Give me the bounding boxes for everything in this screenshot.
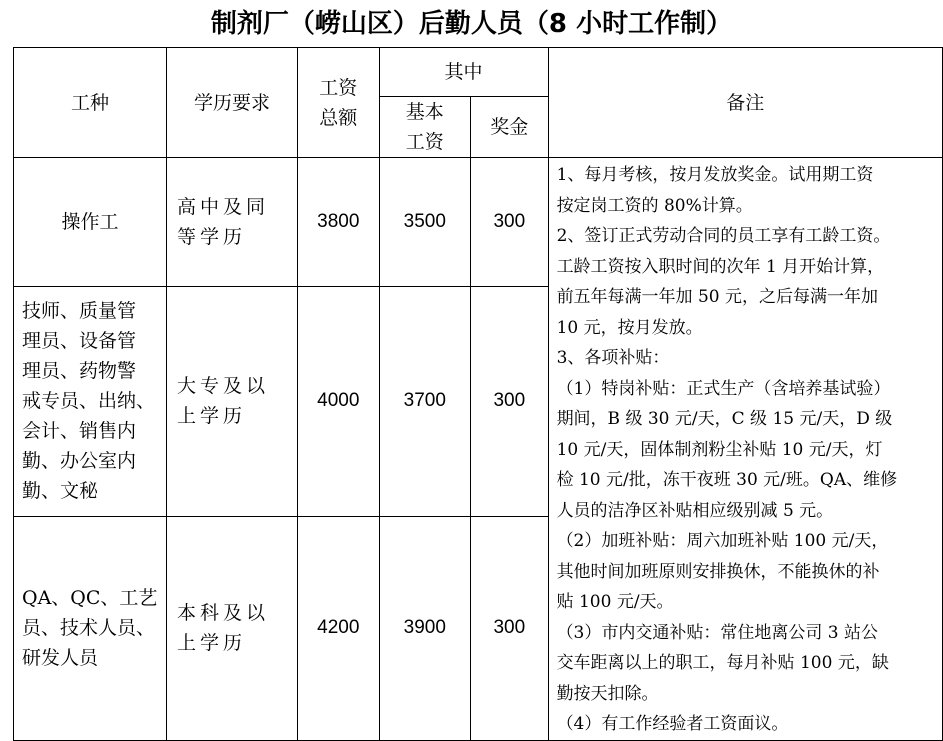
remark-line: 期间，B 级 30 元/天，C 级 15 元/天，D 级	[556, 409, 893, 429]
education-cell	[167, 158, 298, 287]
header-job-type: 工种	[14, 48, 167, 158]
edu-line: 上学历	[177, 632, 247, 655]
job-line: 理员、设备管	[22, 330, 137, 353]
job-line: QA、QC、工艺	[22, 587, 158, 610]
remark-line: （1）特岗补贴：正式生产（含培养基试验）	[556, 378, 891, 399]
remark-line: 10 元，按月发放。	[556, 317, 703, 338]
remark-line: （2）加班补贴：周六加班补贴 100 元/天，	[556, 531, 889, 551]
education-cell	[167, 516, 298, 740]
job-line: 会计、销售内	[22, 420, 137, 443]
header-total-wage	[297, 48, 379, 158]
remark-line: （4）有工作经验者工资面议。	[556, 714, 789, 734]
edu-line: 高中及同	[177, 195, 270, 218]
header-total-wage-line1: 工资	[319, 76, 358, 99]
job-line: 勤、文秘	[22, 480, 99, 503]
job-type-cell	[14, 158, 167, 287]
edu-line: 上学历	[177, 405, 247, 428]
base-wage-cell: 3700	[379, 286, 470, 516]
remark-line: 人员的洁净区补贴相应级别减 5 元。	[556, 500, 834, 521]
remark-line: 2、签订正式劳动合同的员工享有工龄工资。	[556, 226, 891, 246]
header-base-wage-line2: 工资	[405, 131, 444, 153]
total-wage-cell: 3800	[297, 158, 379, 287]
job-line: 员、技术人员、	[22, 617, 156, 640]
remark-line: 3、各项补贴：	[556, 348, 670, 368]
education-cell	[167, 286, 298, 516]
job-type-cell	[14, 516, 167, 740]
total-wage-cell: 4200	[297, 516, 379, 740]
header-education: 学历要求	[167, 48, 298, 158]
wage-table	[13, 47, 943, 741]
remark-line: 10 元/天，固体制剂粉尘补贴 10 元/天，灯	[556, 439, 883, 460]
header-breakdown: 其中	[379, 48, 548, 97]
job-line: 戒专员、出纳、	[22, 390, 156, 413]
remark-line: 贴 100 元/天。	[556, 592, 674, 612]
remark-line: （3）市内交通补贴：常住地离公司 3 站公	[556, 622, 879, 643]
page-title: 制剂厂（崂山区）后勤人员（8 小时工作制）	[210, 9, 733, 39]
remark-line: 其他时间加班原则安排换休，不能换休的补	[556, 561, 880, 582]
header-remarks: 备注	[548, 48, 942, 158]
bonus-cell: 300	[471, 516, 549, 740]
job-line: 理员、药物警	[22, 360, 137, 383]
table-row	[14, 158, 943, 287]
job-line: 研发人员	[22, 647, 99, 670]
base-wage-cell: 3900	[379, 516, 470, 740]
remark-line: 前五年每满一年加 50 元，之后每满一年加	[556, 287, 879, 307]
remarks-cell	[548, 158, 942, 741]
total-wage-cell: 4000	[297, 286, 379, 516]
header-total-wage-line2: 总额	[319, 106, 358, 129]
job-line: 操作工	[61, 210, 119, 233]
header-base-wage	[379, 97, 470, 158]
job-line: 技师、质量管	[22, 300, 137, 323]
edu-line: 大专及以	[177, 375, 270, 398]
remark-line: 工龄工资按入职时间的次年 1 月开始计算，	[556, 256, 885, 277]
edu-line: 本科及以	[177, 602, 270, 625]
bonus-cell: 300	[471, 286, 549, 516]
remark-line: 交车距离以上的职工，每月补贴 100 元，缺	[556, 653, 889, 673]
edu-line: 等学历	[177, 225, 247, 248]
remark-line: 1、每月考核，按月发放奖金。试用期工资	[556, 165, 874, 185]
bonus-cell: 300	[471, 158, 549, 287]
header-bonus: 奖金	[471, 97, 549, 158]
header-row	[14, 48, 943, 97]
base-wage-cell: 3500	[379, 158, 470, 287]
remark-line: 按定岗工资的 80%计算。	[556, 195, 753, 216]
remark-line: 勤按天扣除。	[556, 683, 659, 704]
remark-line: 检 10 元/批，冻干夜班 30 元/班。QA、维修	[556, 470, 898, 490]
job-line: 勤、办公室内	[22, 450, 137, 473]
header-base-wage-line1: 基本	[405, 101, 444, 123]
job-type-cell	[14, 286, 167, 516]
